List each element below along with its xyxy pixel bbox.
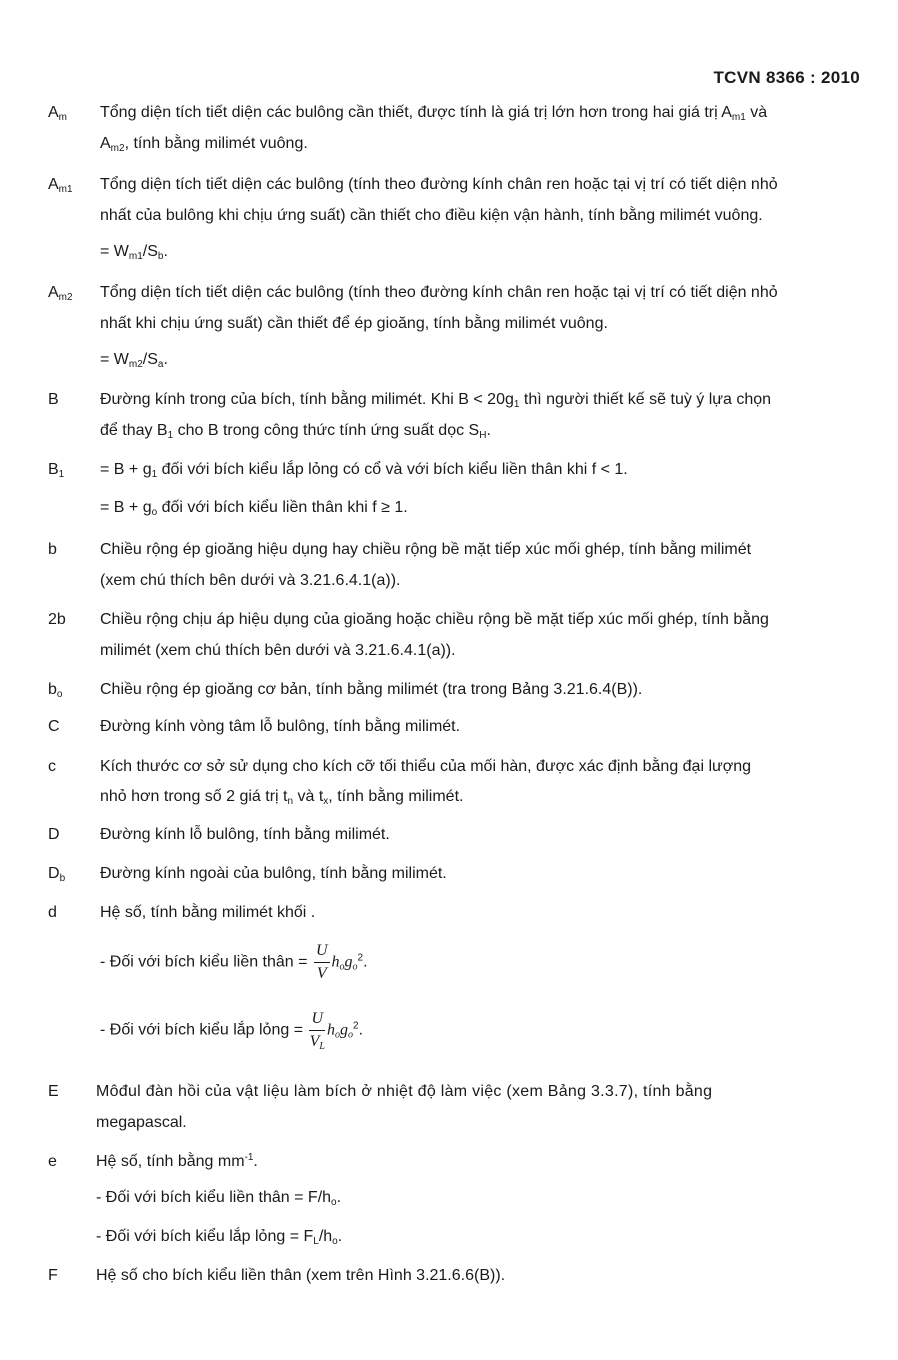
definition-f-cap: Hệ số cho bích kiểu liền thân (xem trên Hình 3.21.6.6(B)). (96, 1267, 506, 1284)
definition-b-line-1: Chiều rộng ép gioăng hiệu dụng hay chiều rộng bề mặt tiếp xúc mối ghép, tính bằng milimét (100, 541, 752, 558)
definition-2b-line-1: Chiều rộng chịu áp hiệu dụng của gioăng hoặc chiều rộng bề mặt tiếp xúc mối ghép, tính bằng (100, 611, 769, 628)
definition-e-cap-line-1: Môđul đàn hồi của vật liệu làm bích ở nhiệt độ làm việc (xem Bảng 3.3.7), tính bằng (96, 1083, 713, 1100)
symbol-b-cap: B (48, 391, 59, 408)
symbol-c-cap: C (48, 718, 60, 735)
definition-c-line-2: nhỏ hơn trong số 2 giá trị $t_n$ và $t_x$, tính bằng milimét. (100, 788, 464, 807)
symbol-f-cap: F (48, 1267, 58, 1284)
document-standard-number: TCVN 8366 : 2010 (713, 68, 860, 87)
definition-c-line-1: Kích thước cơ sở sử dụng cho kích cỡ tối thiểu của mối hàn, được xác định bằng đại lượng (100, 758, 752, 775)
fraction-u-over-vl: $\frac{U}{V_L}$ (309, 1010, 325, 1052)
symbol-am2: $A_{m2}$ (48, 284, 73, 303)
symbol-db: $D_b$ (48, 865, 66, 884)
definition-b1-line-2: = $B + g_o$ đối với bích kiểu liền thân khi f ≥ 1. (100, 499, 408, 518)
definition-2b-line-2: milimét (xem chú thích bên dưới và 3.21.6.4.1(a)). (100, 642, 456, 659)
definition-b-cap-line-1: Đường kính trong của bích, tính bằng milimét. Khi $B < 20g_1$ thì người thiết kế sẽ tuỳ ý lựa chọn (100, 391, 772, 410)
symbol-bo: $b_o$ (48, 681, 63, 700)
fraction-u-over-v: $\frac{U}{V}$ (315, 942, 328, 982)
formula-e-loose: - Đối với bích kiểu lắp lỏng = $F_L/h_o$. (96, 1228, 343, 1247)
symbol-c: c (48, 758, 56, 775)
definition-db: Đường kính ngoài của bulông, tính bằng milimét. (100, 865, 447, 882)
definition-c-cap: Đường kính vòng tâm lỗ bulông, tính bằng milimét. (100, 718, 461, 735)
symbol-b1: $B_1$ (48, 461, 65, 480)
formula-d-integral: - Đối với bích kiểu liền thân = $\frac{U}{V}$ $h_og_o^2$. (100, 940, 368, 985)
definition-am1-line-1: Tổng diện tích tiết diện các bulông (tính theo đường kính chân ren hoặc tại vị trí có tiết diện nhỏ (100, 176, 778, 193)
symbol-am: $A_m$ (48, 104, 68, 123)
symbol-e-cap: E (48, 1083, 59, 1100)
symbol-d-cap: D (48, 826, 60, 843)
formula-am2: = $W_{m2}/S_a$. (100, 351, 168, 370)
definition-d: Hệ số, tính bằng milimét khối . (100, 904, 316, 921)
definition-am-line-1: Tổng diện tích tiết diện các bulông cần thiết, được tính là giá trị lớn hơn trong hai giá trị $A_{m1}$ và (100, 104, 768, 123)
symbol-e: e (48, 1153, 57, 1170)
symbol-d: d (48, 904, 57, 921)
definition-d-cap: Đường kính lỗ bulông, tính bằng milimét. (100, 826, 390, 843)
definition-am2-line-1: Tổng diện tích tiết diện các bulông (tính theo đường kính chân ren hoặc tại vị trí có tiết diện nhỏ (100, 284, 778, 301)
formula-e-integral: - Đối với bích kiểu liền thân = $F/h_o$. (96, 1189, 342, 1208)
formula-d-loose: - Đối với bích kiểu lắp lỏng = $\frac{U}{V_L}$ $h_og_o^2$. (100, 1010, 364, 1052)
formula-am1: = $W_{m1}/S_b$. (100, 243, 168, 262)
definition-e-cap-line-2: megapascal. (96, 1114, 187, 1131)
definition-b1-line-1: = $B + g_1$ đối với bích kiểu lắp lỏng có cổ và với bích kiểu liền thân khi f < 1. (100, 461, 628, 480)
symbol-2b: 2b (48, 611, 66, 628)
definition-am-line-2: $A_{m2}$, tính bằng milimét vuông. (100, 135, 308, 154)
symbol-b: b (48, 541, 57, 558)
definition-am1-line-2: nhất của bulông khi chịu ứng suất) cần thiết cho điều kiện vận hành, tính bằng milimét vuông. (100, 207, 763, 224)
definition-b-line-2: (xem chú thích bên dưới và 3.21.6.4.1(a)). (100, 572, 401, 589)
definition-bo: Chiều rộng ép gioăng cơ bản, tính bằng milimét (tra trong Bảng 3.21.6.4(B)). (100, 681, 643, 698)
definition-e: Hệ số, tính bằng $mm^{-1}$. (96, 1152, 258, 1170)
definition-am2-line-2: nhất khi chịu ứng suất) cần thiết để ép gioăng, tính bằng milimét vuông. (100, 315, 608, 332)
definition-b-cap-line-2: để thay $B_1$ cho B trong công thức tính ứng suất dọc $S_H$. (100, 422, 491, 441)
symbol-am1: $A_{m1}$ (48, 176, 73, 195)
